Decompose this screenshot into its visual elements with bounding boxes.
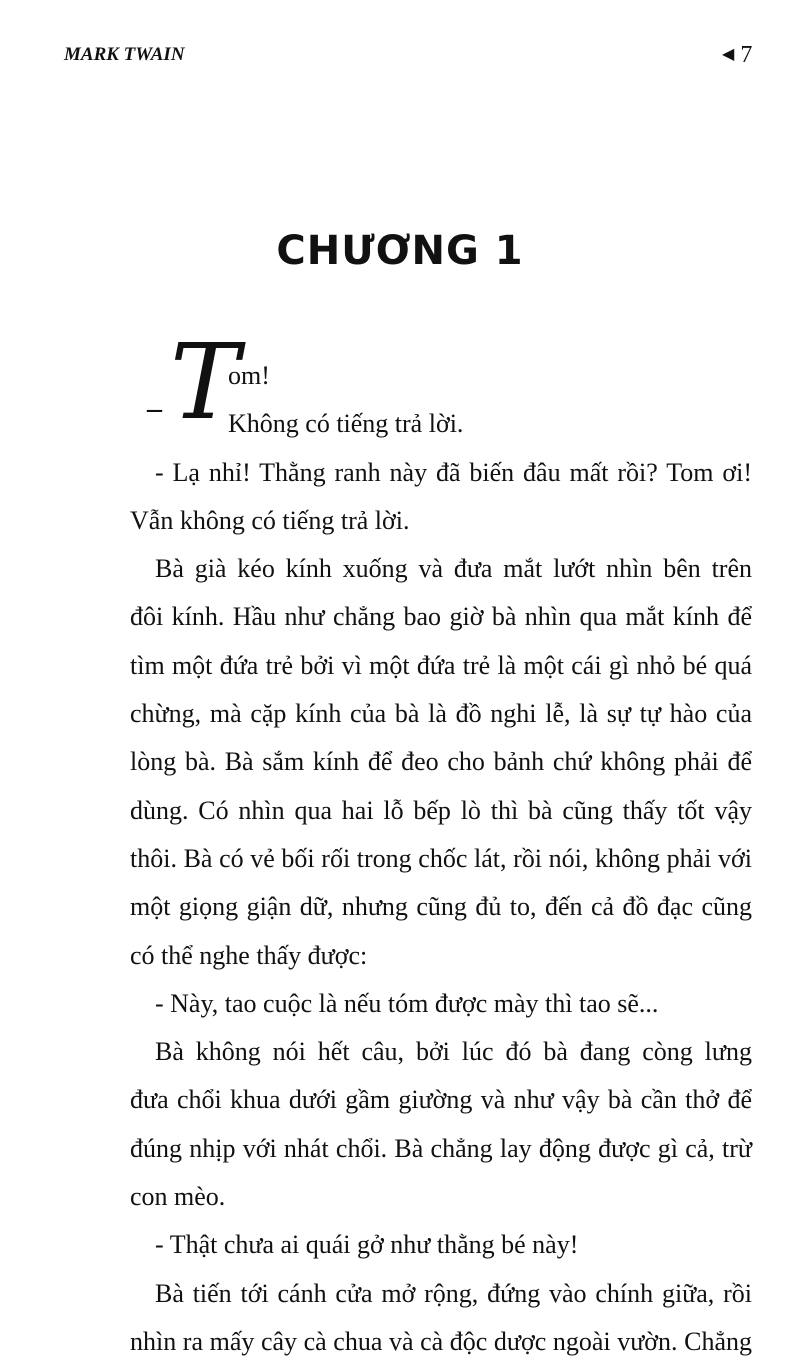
chapter-title: CHƯƠNG 1 (276, 228, 524, 274)
text-line: - Thật chưa ai quái gở như thằng bé này! (155, 1230, 579, 1260)
text-line: đưa chổi khua dưới gầm giường và như vậy bà cần thở để (130, 1085, 752, 1115)
text-line: Vẫn không có tiếng trả lời. (130, 505, 410, 535)
text-line: tìm một đứa trẻ bởi vì một đứa trẻ là một cái gì nhỏ bé quá (130, 650, 752, 680)
text-line: một giọng giận dữ, nhưng cũng đủ to, đến cả đồ đạc cũng (130, 892, 752, 922)
drop-cap-letter: T (170, 321, 240, 443)
triangle-left-icon: ◀ (722, 46, 735, 63)
text-line: đôi kính. Hầu như chẳng bao giờ bà nhìn qua mắt kính để (130, 602, 752, 632)
text-line: có thể nghe thấy được: (130, 940, 368, 970)
text-line: nhìn ra mấy cây cà chua và cà độc dược ngoài vườn. Chẳng (130, 1326, 752, 1356)
text-line: chừng, mà cặp kính của bà là đồ nghi lễ, là sự tự hào của (130, 699, 752, 729)
text-line: Không có tiếng trả lời. (228, 409, 464, 439)
text-line: Bà không nói hết câu, bởi lúc đó bà đang còng lưng (155, 1037, 752, 1067)
running-header-author: MARK TWAIN (64, 44, 185, 65)
page-number: ◀ 7 (722, 42, 753, 68)
text-line: dùng. Có nhìn qua hai lỗ bếp lò thì bà cũng thấy tốt vậy (130, 795, 752, 825)
text-line: om! (228, 361, 270, 390)
text-line: đúng nhịp với nhát chổi. Bà chẳng lay động được gì cả, trừ (130, 1133, 752, 1163)
text-line: - Này, tao cuộc là nếu tóm được mày thì tao sẽ... (155, 988, 659, 1018)
text-line: Bà già kéo kính xuống và đưa mắt lướt nhìn bên trên (155, 554, 752, 584)
text-line: thôi. Bà có vẻ bối rối trong chốc lát, rồi nói, không phải với (130, 843, 752, 873)
text-line: lòng bà. Bà sắm kính để đeo cho bảnh chứ không phải để (130, 747, 752, 777)
text-line: con mèo. (130, 1182, 226, 1212)
body-text (130, 352, 752, 1366)
drop-cap-dash: – (147, 392, 162, 425)
text-line: - Lạ nhỉ! Thằng ranh này đã biến đâu mất rồi? Tom ơi! (155, 457, 752, 487)
text-line: Bà tiến tới cánh cửa mở rộng, đứng vào chính giữa, rồi (155, 1278, 752, 1308)
